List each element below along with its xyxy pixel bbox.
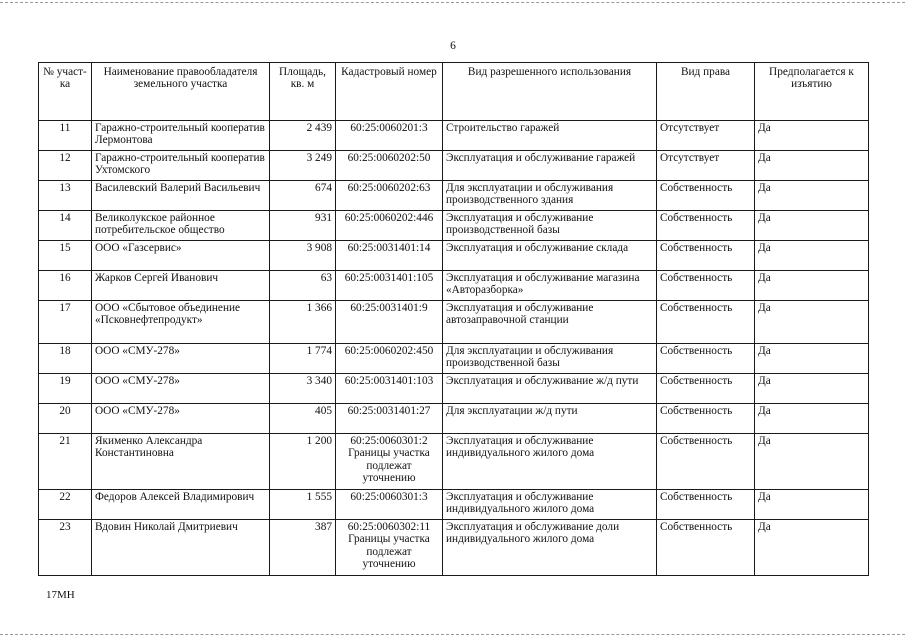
cell-permitted-use: Эксплуатация и обслуживание доли индивидуального жилого дома <box>443 520 657 576</box>
table-header-row <box>39 63 869 121</box>
cell-area: 931 <box>270 211 336 241</box>
cell-permitted-use: Для эксплуатации и обслуживания производственной базы <box>443 344 657 374</box>
cell-seizure: Да <box>755 301 869 344</box>
cell-permitted-use: Эксплуатация и обслуживание автозаправочной станции <box>443 301 657 344</box>
header-plot-number: № участ-ка <box>39 63 92 121</box>
cell-plot-number: 14 <box>39 211 92 241</box>
cell-cadastral-number: 60:25:0031401:105 <box>336 271 443 301</box>
cell-area: 1 366 <box>270 301 336 344</box>
cell-right-type: Собственность <box>657 301 755 344</box>
table-row <box>39 241 869 271</box>
cell-cadastral-number: 60:25:0031401:27 <box>336 404 443 434</box>
scan-edge-bottom <box>0 634 905 635</box>
cell-owner: ООО «СМУ-278» <box>92 404 270 434</box>
cell-plot-number: 18 <box>39 344 92 374</box>
table-row <box>39 301 869 344</box>
cell-owner: Федоров Алексей Владимирович <box>92 490 270 520</box>
cell-seizure: Да <box>755 151 869 181</box>
cell-owner: Гаражно-строительный кооператив Ухтомского <box>92 151 270 181</box>
cell-area: 1 555 <box>270 490 336 520</box>
cell-right-type: Собственность <box>657 271 755 301</box>
cell-permitted-use: Эксплуатация и обслуживание склада <box>443 241 657 271</box>
cell-owner: Великолукское районное потребительское общество <box>92 211 270 241</box>
cell-right-type: Отсутствует <box>657 121 755 151</box>
cell-area: 63 <box>270 271 336 301</box>
cell-permitted-use: Для эксплуатации и обслуживания производственного здания <box>443 181 657 211</box>
cell-seizure: Да <box>755 374 869 404</box>
header-area: Площадь, кв. м <box>270 63 336 121</box>
cell-owner: ООО «Сбытовое объединение «Псковнефтепродукт» <box>92 301 270 344</box>
cell-plot-number: 21 <box>39 434 92 490</box>
header-right-type: Вид права <box>657 63 755 121</box>
cell-owner: Гаражно-строительный кооператив Лермонтова <box>92 121 270 151</box>
cell-plot-number: 20 <box>39 404 92 434</box>
cell-permitted-use: Эксплуатация и обслуживание магазина «Авторазборка» <box>443 271 657 301</box>
cell-seizure: Да <box>755 434 869 490</box>
header-owner: Наименование правообладателя земельного участка <box>92 63 270 121</box>
cell-plot-number: 17 <box>39 301 92 344</box>
table-row <box>39 404 869 434</box>
cell-right-type: Собственность <box>657 434 755 490</box>
table-row <box>39 181 869 211</box>
cell-right-type: Собственность <box>657 344 755 374</box>
cell-cadastral-number: 60:25:0031401:14 <box>336 241 443 271</box>
cell-right-type: Собственность <box>657 181 755 211</box>
cell-right-type: Собственность <box>657 241 755 271</box>
cell-seizure: Да <box>755 520 869 576</box>
cell-cadastral-number: 60:25:0060301:3 <box>336 490 443 520</box>
cell-plot-number: 16 <box>39 271 92 301</box>
cell-permitted-use: Эксплуатация и обслуживание гаражей <box>443 151 657 181</box>
table-row <box>39 211 869 241</box>
cell-seizure: Да <box>755 404 869 434</box>
scan-edge-top <box>0 2 905 3</box>
cell-owner: Василевский Валерий Васильевич <box>92 181 270 211</box>
cell-plot-number: 19 <box>39 374 92 404</box>
cell-cadastral-number: 60:25:0060201:3 <box>336 121 443 151</box>
header-cadastral-number: Кадастровый номер <box>336 63 443 121</box>
cell-area: 405 <box>270 404 336 434</box>
cell-cadastral-number: 60:25:0060202:63 <box>336 181 443 211</box>
cell-plot-number: 22 <box>39 490 92 520</box>
cell-seizure: Да <box>755 211 869 241</box>
cell-plot-number: 23 <box>39 520 92 576</box>
document-code: 17МН <box>46 589 75 601</box>
cell-owner: Якименко Александра Константиновна <box>92 434 270 490</box>
cell-area: 3 908 <box>270 241 336 271</box>
cell-permitted-use: Эксплуатация и обслуживание ж/д пути <box>443 374 657 404</box>
cell-area: 2 439 <box>270 121 336 151</box>
cell-cadastral-number: 60:25:0060302:11 Границы участка подлежат уточнению <box>336 520 443 576</box>
cell-right-type: Собственность <box>657 490 755 520</box>
cell-right-type: Собственность <box>657 374 755 404</box>
cell-area: 387 <box>270 520 336 576</box>
cell-permitted-use: Для эксплуатации ж/д пути <box>443 404 657 434</box>
cell-cadastral-number: 60:25:0060301:2 Границы участка подлежат уточнению <box>336 434 443 490</box>
cell-right-type: Собственность <box>657 211 755 241</box>
table-row <box>39 121 869 151</box>
cell-seizure: Да <box>755 121 869 151</box>
header-permitted-use: Вид разрешенного использования <box>443 63 657 121</box>
cell-cadastral-number: 60:25:0060202:446 <box>336 211 443 241</box>
cell-permitted-use: Эксплуатация и обслуживание индивидуального жилого дома <box>443 490 657 520</box>
table-row <box>39 374 869 404</box>
cell-cadastral-number: 60:25:0031401:103 <box>336 374 443 404</box>
table-row <box>39 520 869 576</box>
table-row <box>39 271 869 301</box>
cell-right-type: Отсутствует <box>657 151 755 181</box>
cell-area: 1 200 <box>270 434 336 490</box>
table-row <box>39 434 869 490</box>
cell-owner: ООО «Газсервис» <box>92 241 270 271</box>
cell-area: 3 249 <box>270 151 336 181</box>
cell-cadastral-number: 60:25:0031401:9 <box>336 301 443 344</box>
page-number: 6 <box>450 40 456 52</box>
cell-cadastral-number: 60:25:0060202:50 <box>336 151 443 181</box>
cell-plot-number: 15 <box>39 241 92 271</box>
cell-permitted-use: Эксплуатация и обслуживание производственной базы <box>443 211 657 241</box>
land-plots-table <box>38 62 869 576</box>
cell-area: 3 340 <box>270 374 336 404</box>
cell-owner: Вдовин Николай Дмитриевич <box>92 520 270 576</box>
cell-right-type: Собственность <box>657 404 755 434</box>
cell-seizure: Да <box>755 271 869 301</box>
cell-seizure: Да <box>755 241 869 271</box>
header-seizure: Предполагается к изъятию <box>755 63 869 121</box>
cell-permitted-use: Строительство гаражей <box>443 121 657 151</box>
cell-cadastral-number: 60:25:0060202:450 <box>336 344 443 374</box>
cell-plot-number: 11 <box>39 121 92 151</box>
cell-right-type: Собственность <box>657 520 755 576</box>
cell-plot-number: 12 <box>39 151 92 181</box>
cell-owner: ООО «СМУ-278» <box>92 374 270 404</box>
cell-seizure: Да <box>755 181 869 211</box>
cell-area: 1 774 <box>270 344 336 374</box>
cell-owner: Жарков Сергей Иванович <box>92 271 270 301</box>
cell-permitted-use: Эксплуатация и обслуживание индивидуального жилого дома <box>443 434 657 490</box>
cell-plot-number: 13 <box>39 181 92 211</box>
table-row <box>39 151 869 181</box>
cell-seizure: Да <box>755 344 869 374</box>
cell-owner: ООО «СМУ-278» <box>92 344 270 374</box>
cell-seizure: Да <box>755 490 869 520</box>
cell-area: 674 <box>270 181 336 211</box>
table-row <box>39 490 869 520</box>
table-row <box>39 344 869 374</box>
